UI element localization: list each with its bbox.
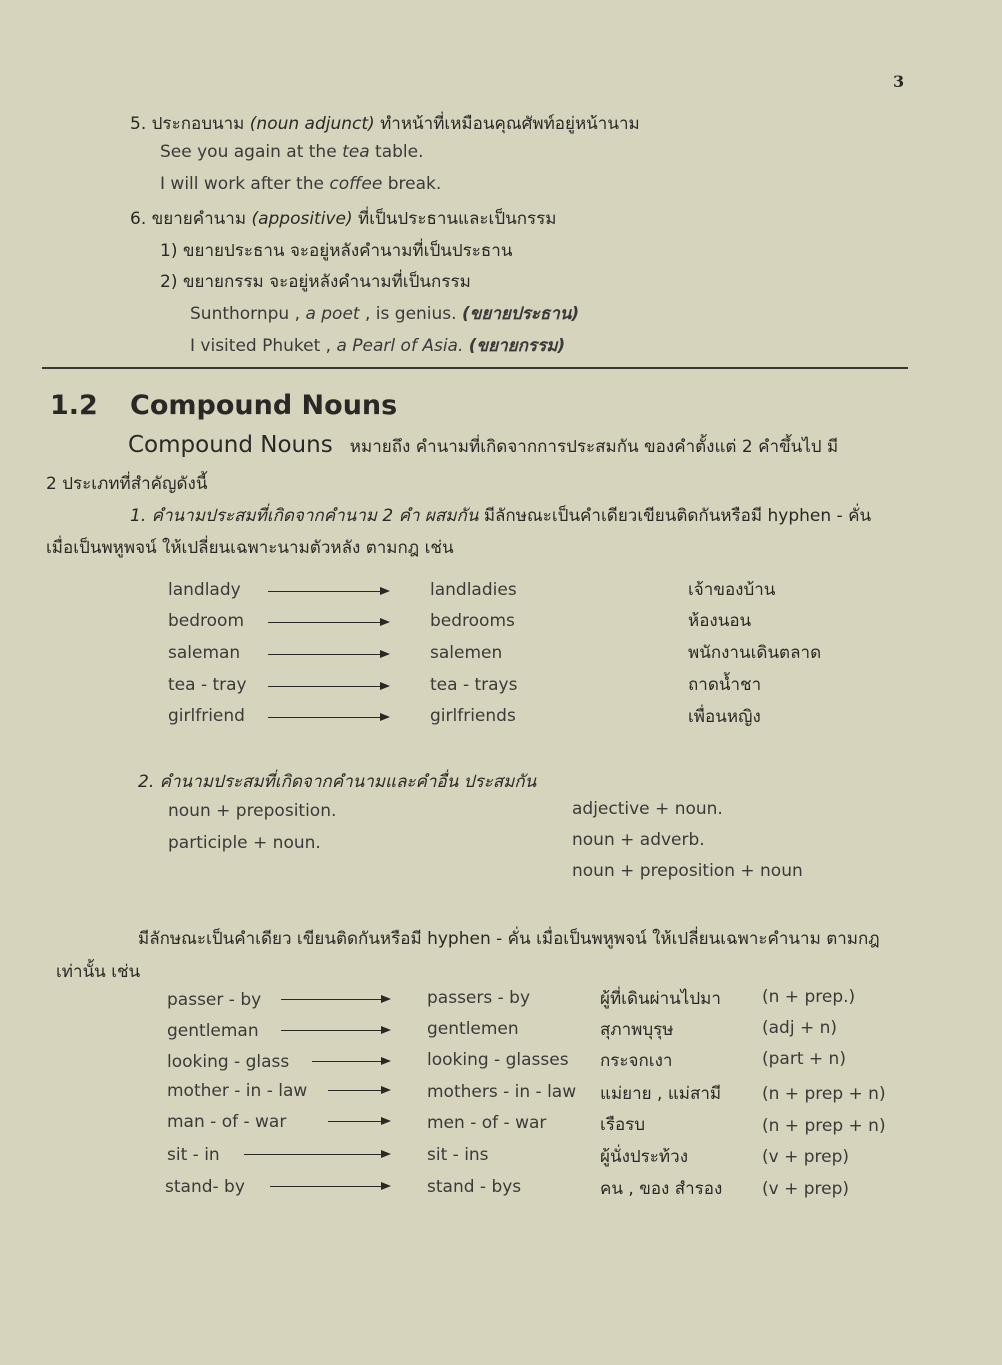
table-1-plural: girlfriends (430, 706, 516, 726)
table-1-singular: tea - tray (168, 675, 247, 695)
item-number: 5. (130, 114, 147, 134)
list-item-5 (130, 110, 640, 137)
table-2-singular: looking - glass (167, 1052, 290, 1072)
section-title: Compound Nouns (130, 390, 398, 421)
item-english-term: (appositive) (251, 209, 353, 229)
intro-text: หมายถึง คำนามที่เกิดจากการประสมกัน ของคำตั้งแต่ 2 คำขึ้นไป มี (349, 437, 839, 457)
type-2-left-item: noun + preposition. (168, 801, 337, 821)
table-1-singular: landlady (168, 580, 241, 600)
arrow-icon (328, 1090, 389, 1091)
table-2-singular: mother - in - law (167, 1081, 308, 1101)
type-2-heading: 2. คำนามประสมที่เกิดจากคำนามและคำอื่น ประสมกัน (138, 772, 537, 792)
arrow-icon (281, 1030, 389, 1031)
example-italic: a poet (305, 304, 360, 324)
item-english-term: (noun adjunct) (249, 114, 375, 134)
arrow-icon (268, 591, 388, 592)
item-description: ทำหน้าที่เหมือนคุณศัพท์อยู่หน้านาม (380, 114, 640, 134)
example-sentence (160, 142, 424, 162)
table-2-form: (n + prep.) (762, 987, 856, 1007)
table-2-thai: ผู้ที่เดินผ่านไปมา (600, 989, 721, 1009)
type-1-description: มีลักษณะเป็นคำเดียวเขียนติดกันหรือมี hyphen - คั่น (483, 506, 872, 526)
table-2-plural: gentlemen (427, 1019, 519, 1039)
table-2-thai: เรือรบ (600, 1115, 646, 1135)
table-2-plural: stand - bys (427, 1177, 522, 1197)
sub-item-number: 2) (160, 272, 178, 292)
arrow-icon (312, 1061, 389, 1062)
arrow-icon (328, 1121, 389, 1122)
table-2-singular: man - of - war (167, 1112, 287, 1132)
arrow-icon (268, 686, 388, 687)
table-1-thai: พนักงานเดินตลาด (688, 643, 822, 663)
table-1-thai: ถาดน้ำชา (688, 675, 762, 695)
paragraph-2-line-1: มีลักษณะเป็นคำเดียว เขียนติดกันหรือมี hyphen - คั่น เมื่อเป็นพหูพจน์ ให้เปลี่ยนเฉพาะคำนาม ตามกฎ (138, 929, 880, 949)
table-1-thai: ห้องนอน (688, 611, 752, 631)
table-1-plural: tea - trays (430, 675, 518, 695)
type-2-right-item: noun + preposition + noun (572, 861, 803, 881)
table-1-plural: landladies (430, 580, 517, 600)
table-2-thai: สุภาพบุรุษ (600, 1020, 674, 1040)
list-item-6 (130, 205, 557, 232)
table-2-thai: คน , ของ สำรอง (600, 1179, 723, 1199)
section-number: 1.2 (50, 390, 98, 421)
type-2-right-item: noun + adverb. (572, 830, 705, 850)
type-1-line-2: เมื่อเป็นพหูพจน์ ให้เปลี่ยนเฉพาะนามตัวหลัง ตามกฎ เช่น (46, 538, 454, 558)
table-1-thai: เจ้าของบ้าน (688, 580, 776, 600)
table-1-singular: saleman (168, 643, 241, 663)
page-number: 3 (893, 72, 905, 91)
table-2-form: (n + prep + n) (762, 1116, 886, 1136)
type-1-heading (130, 502, 871, 529)
arrow-icon (270, 1186, 389, 1187)
table-2-plural: looking - glasses (427, 1050, 569, 1070)
table-2-form: (v + prep) (762, 1179, 850, 1199)
sub-item-number: 1) (160, 241, 178, 261)
table-1-thai: เพื่อนหญิง (688, 707, 761, 727)
type-1-label: 1. คำนามประสมที่เกิดจากคำนาม 2 คำ ผสมกัน (130, 506, 479, 526)
table-2-thai: แม่ยาย , แม่สามี (600, 1084, 722, 1104)
type-2-left-item: participle + noun. (168, 833, 321, 853)
example-text: I visited Phuket , (190, 336, 337, 356)
table-1-plural: bedrooms (430, 611, 515, 631)
table-2-thai: กระจกเงา (600, 1051, 673, 1071)
arrow-icon (268, 654, 388, 655)
example-text: See you again at the (160, 142, 343, 162)
example-note: (ขยายประธาน) (461, 304, 580, 324)
sub-item (160, 268, 471, 295)
item-description: ที่เป็นประธานและเป็นกรรม (358, 209, 557, 229)
table-2-plural: men - of - war (427, 1113, 547, 1133)
example-text: table. (369, 142, 424, 162)
type-2-right-item: adjective + noun. (572, 799, 723, 819)
example-text: Sunthornpu , (190, 304, 306, 324)
example-text: , is genius. (359, 304, 457, 324)
sub-item-text: ขยายประธาน จะอยู่หลังคำนามที่เป็นประธาน (182, 241, 513, 261)
example-sentence (190, 300, 579, 327)
example-sentence (160, 174, 441, 194)
table-2-plural: passers - by (427, 988, 531, 1008)
sub-item-text: ขยายกรรม จะอยู่หลังคำนามที่เป็นกรรม (182, 272, 471, 292)
item-thai-term: ประกอบนาม (151, 114, 245, 134)
example-note: (ขยายกรรม) (468, 336, 566, 356)
example-text: I will work after the (160, 174, 330, 194)
arrow-icon (281, 999, 389, 1000)
table-2-singular: gentleman (167, 1021, 259, 1041)
table-1-plural: salemen (430, 643, 503, 663)
table-2-plural: mothers - in - law (427, 1082, 577, 1102)
table-2-thai: ผู้นั่งประท้วง (600, 1147, 688, 1167)
table-2-form: (part + n) (762, 1049, 846, 1069)
example-text: break. (382, 174, 442, 194)
example-italic: coffee (329, 174, 383, 194)
table-2-plural: sit - ins (427, 1145, 489, 1165)
section-heading (50, 390, 397, 421)
arrow-icon (268, 717, 388, 718)
intro-line-2: 2 ประเภทที่สำคัญดังนี้ (46, 474, 208, 494)
table-2-singular: stand- by (165, 1177, 245, 1197)
example-italic: a Pearl of Asia. (336, 336, 464, 356)
arrow-icon (268, 622, 388, 623)
item-number: 6. (130, 209, 147, 229)
arrow-icon (244, 1154, 389, 1155)
intro-paragraph (128, 432, 838, 460)
table-2-form: (adj + n) (762, 1018, 838, 1038)
sub-item (160, 237, 512, 264)
example-italic: tea (342, 142, 370, 162)
table-2-form: (v + prep) (762, 1147, 850, 1167)
table-2-form: (n + prep + n) (762, 1084, 886, 1104)
table-2-singular: passer - by (167, 990, 262, 1010)
paragraph-2-line-2: เท่านั้น เช่น (56, 962, 141, 982)
intro-term: Compound Nouns (128, 432, 333, 458)
table-1-singular: girlfriend (168, 706, 245, 726)
item-thai-term: ขยายคำนาม (151, 209, 247, 229)
example-sentence (190, 332, 565, 359)
section-divider (42, 367, 908, 369)
table-2-singular: sit - in (167, 1145, 220, 1165)
table-1-singular: bedroom (168, 611, 245, 631)
